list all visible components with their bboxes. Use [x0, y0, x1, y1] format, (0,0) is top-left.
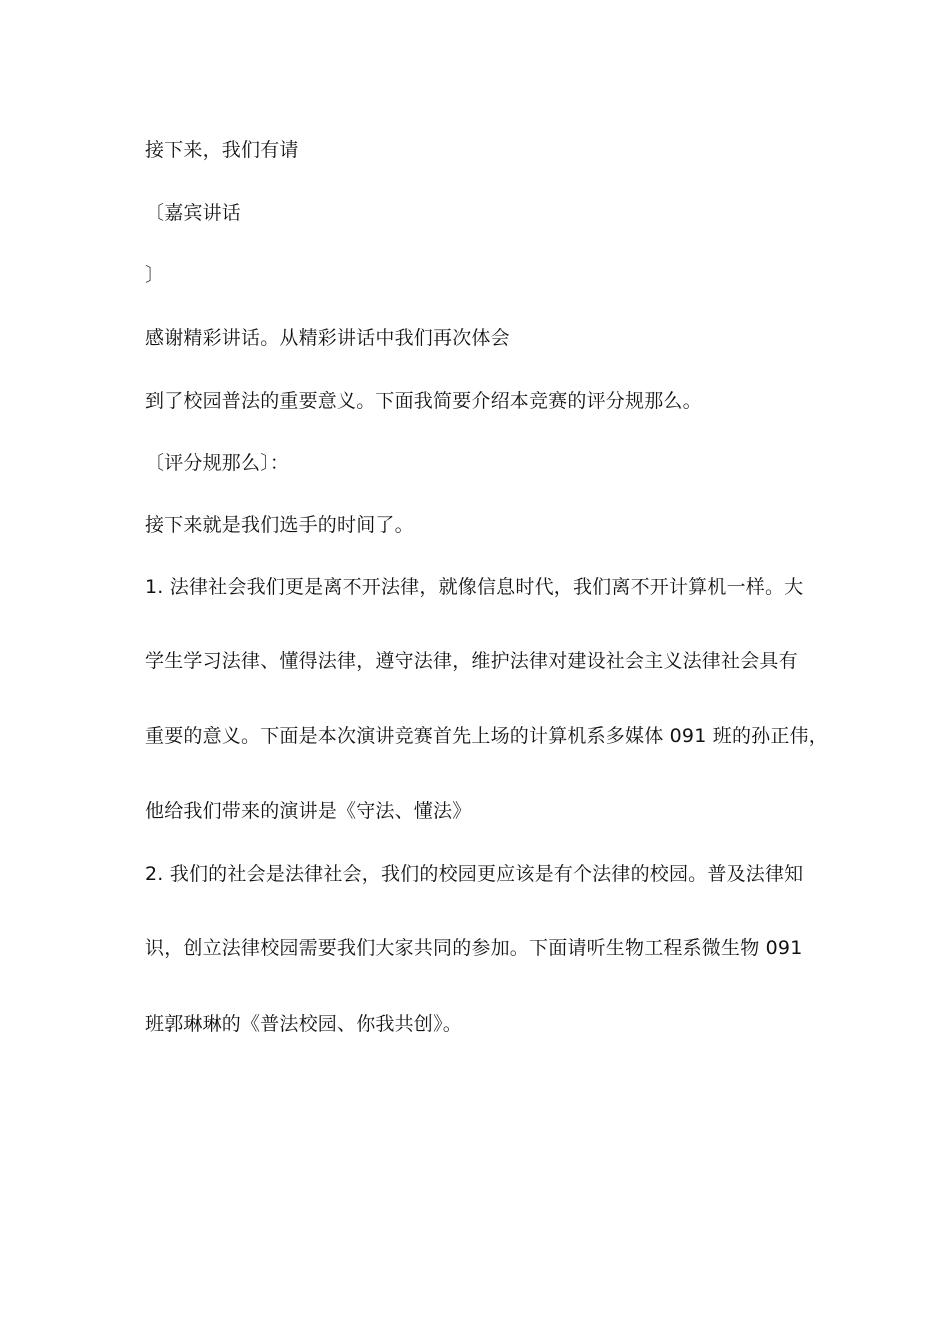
text-line: 〔嘉宾讲话: [145, 202, 242, 224]
text-line: 班郭琳琳的《普法校园、你我共创》。: [145, 1013, 462, 1035]
text-line: 识，创立法律校园需要我们大家共同的参加。下面请听生物工程系微生物 091: [145, 937, 803, 959]
text-line: 2. 我们的社会是法律社会，我们的校园更应该是有个法律的校园。普及法律知: [145, 863, 804, 885]
text-line: 接下来，我们有请: [145, 139, 299, 161]
text-line: 到了校园普法的重要意义。下面我简要介绍本竞赛的评分规那么。: [145, 390, 702, 412]
text-line: 接下来就是我们选手的时间了。: [145, 514, 414, 536]
text-line: 〕: [145, 264, 165, 286]
text-line: 重要的意义。下面是本次演讲竞赛首先上场的计算机系多媒体 091 班的孙正伟，: [145, 725, 828, 747]
text-line: 〔评分规那么〕：: [145, 452, 290, 474]
text-line: 感谢精彩讲话。从精彩讲话中我们再次体会: [145, 327, 510, 349]
text-line: 他给我们带来的演讲是《守法、懂法》: [145, 800, 472, 822]
text-line: 1. 法律社会我们更是离不开法律，就像信息时代，我们离不开计算机一样。大: [145, 576, 804, 598]
text-line: 学生学习法律、懂得法律，遵守法律，维护法律对建设社会主义法律社会具有: [145, 650, 798, 672]
